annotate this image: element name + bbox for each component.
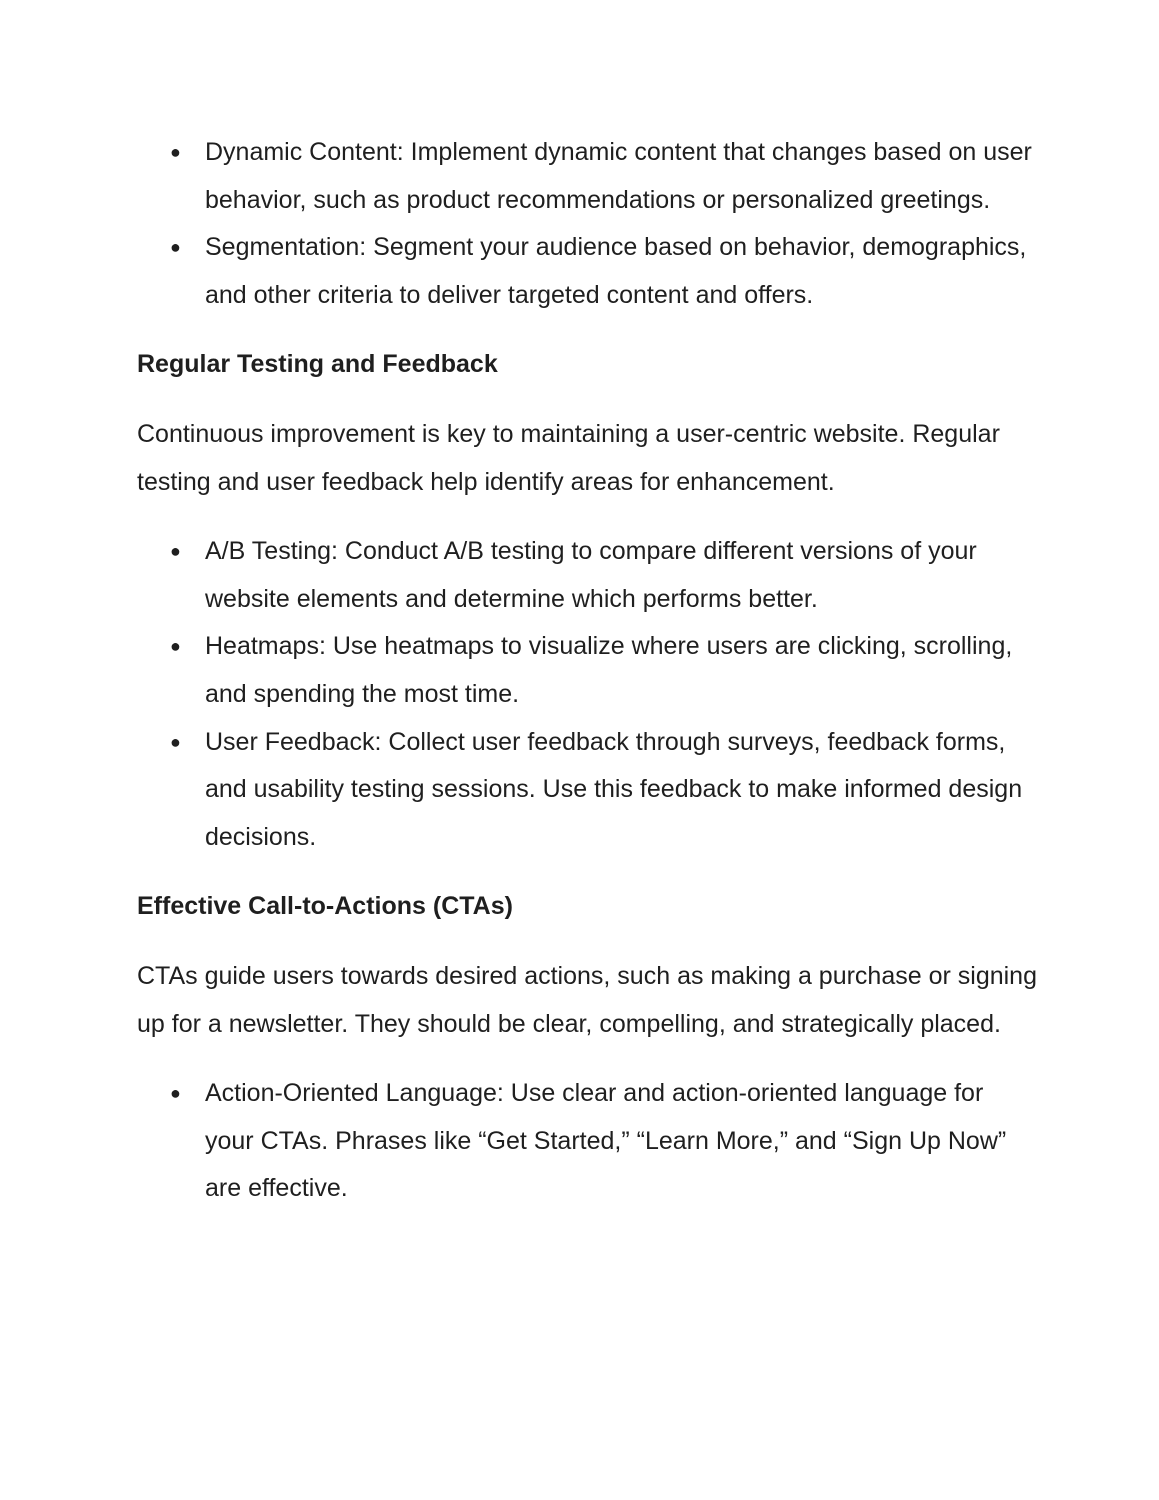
spacer bbox=[137, 319, 1037, 341]
bullet-list-ctas bbox=[137, 1070, 1037, 1213]
list-item bbox=[137, 129, 1037, 224]
list-item bbox=[137, 224, 1037, 319]
list-item-text: Dynamic Content: Implement dynamic content that changes based on user behavior, such as product recommendations or personalized greetings. bbox=[205, 138, 1032, 214]
bullet-list-testing bbox=[137, 528, 1037, 861]
list-item-text: A/B Testing: Conduct A/B testing to compare different versions of your website elements and determine which performs better. bbox=[205, 537, 977, 613]
bullet-icon: ● bbox=[170, 731, 181, 752]
bullet-icon: ● bbox=[170, 541, 181, 562]
list-item-text: Segmentation: Segment your audience based on behavior, demographics, and other criteria to deliver targeted content and offers. bbox=[205, 233, 1027, 309]
bullet-icon: ● bbox=[170, 237, 181, 258]
list-item-text: Action-Oriented Language: Use clear and action-oriented language for your CTAs. Phrases like “Get Started,” “Learn More,” and “Sign Up Now” are effective. bbox=[205, 1079, 1007, 1203]
spacer bbox=[137, 861, 1037, 883]
spacer bbox=[137, 389, 1037, 411]
bullet-icon: ● bbox=[170, 1083, 181, 1104]
list-item bbox=[137, 719, 1037, 862]
section-heading-ctas: Effective Call-to-Actions (CTAs) bbox=[137, 892, 513, 921]
list-item bbox=[137, 623, 1037, 718]
list-item-text: Heatmaps: Use heatmaps to visualize where users are clicking, scrolling, and spending the most time. bbox=[205, 632, 1013, 708]
list-item-text: User Feedback: Collect user feedback through surveys, feedback forms, and usability testing sessions. Use this feedback to make informed design decisions. bbox=[205, 727, 1023, 851]
list-item bbox=[137, 1070, 1037, 1213]
spacer bbox=[137, 506, 1037, 528]
bullet-icon: ● bbox=[170, 142, 181, 162]
spacer bbox=[137, 931, 1037, 953]
bullet-icon: ● bbox=[170, 636, 181, 657]
section-paragraph-testing: Continuous improvement is key to maintaining a user-centric website. Regular testing and user feedback help identify areas for enhancement. bbox=[137, 419, 1000, 496]
section-heading-testing: Regular Testing and Feedback bbox=[137, 350, 498, 379]
list-item bbox=[137, 528, 1037, 623]
section-paragraph-ctas: CTAs guide users towards desired actions, such as making a purchase or signing up for a newsletter. They should be clear, compelling, and strategically placed. bbox=[137, 961, 1037, 1038]
page-content bbox=[137, 129, 1037, 1213]
spacer bbox=[137, 1048, 1037, 1070]
bullet-list-personalization bbox=[137, 129, 1037, 319]
